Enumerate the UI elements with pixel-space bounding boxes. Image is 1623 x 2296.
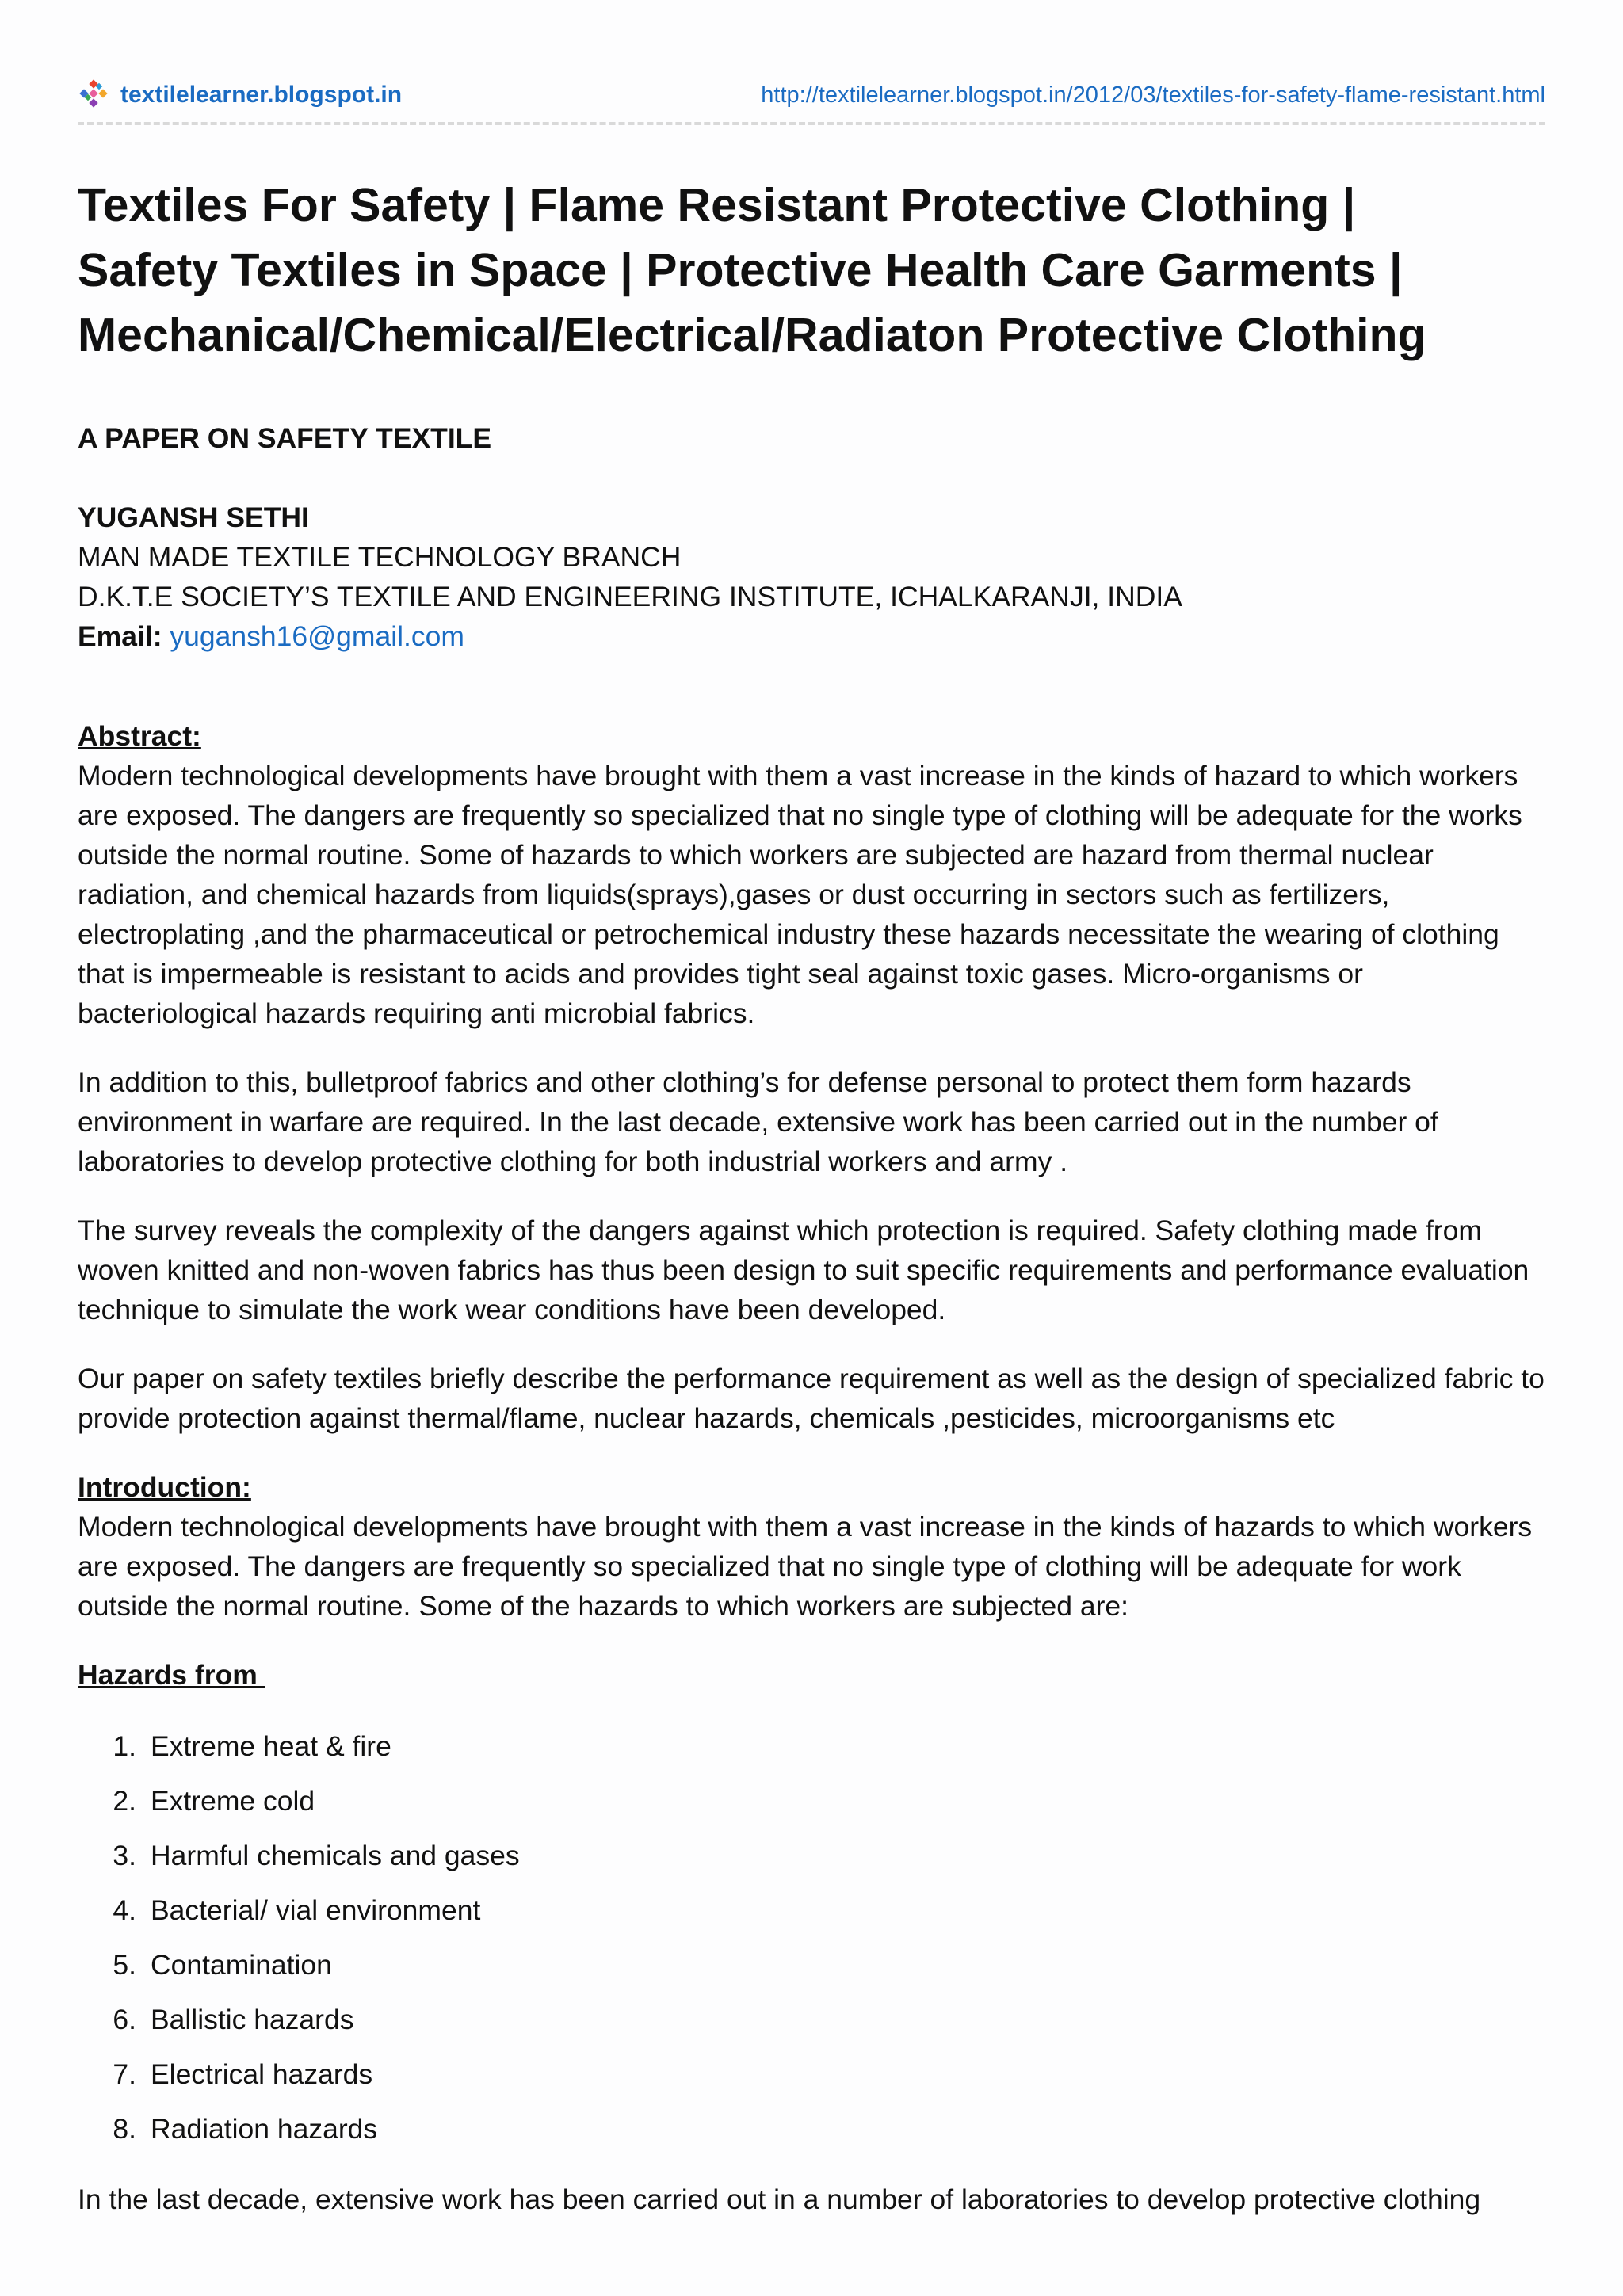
author-branch: MAN MADE TEXTILE TECHNOLOGY BRANCH: [78, 541, 682, 573]
list-item-text: Extreme cold: [151, 1784, 315, 1817]
author-institute: D.K.T.E SOCIETY’S TEXTILE AND ENGINEERING INSTITUTE, ICHALKARANJI, INDIA: [78, 581, 1182, 612]
list-item-number: 1.: [113, 1730, 136, 1762]
abstract-paragraph: Our paper on safety textiles briefly describe the performance requirement as well as the design of specialized fabric to provide protection against thermal/flame, nuclear hazards, chemicals ,pesticides, microorganisms etc: [78, 1363, 1545, 1434]
list-item-text: Contamination: [151, 1948, 332, 1981]
list-item: [78, 1992, 1545, 2046]
abstract-paragraph: Modern technological developments have brought with them a vast increase in the kinds of hazard to which workers are exposed. The dangers are frequently so specialized that no single type of clothing will be adequate for the works outside the normal routine. Some of hazards to which workers are subjected are hazard from thermal nuclear radiation, and chemical hazards from liquids(sprays),gases or dust occurring in sectors such as fertilizers, electroplating ,and the pharmaceutical or petrochemical industry these hazards necessitate the wearing of clothing that is impermeable is resistant to acids and provides tight seal against toxic gases. Micro-organisms or bacteriological hazards requiring anti microbial fabrics.: [78, 760, 1522, 1029]
title-line: Mechanical/Chemical/Electrical/Radiaton Protective Clothing: [78, 309, 1426, 361]
list-item: [78, 1828, 1545, 1882]
list-item-text: Harmful chemicals and gases: [151, 1839, 520, 1871]
paper-subtitle: A PAPER ON SAFETY TEXTILE: [78, 422, 492, 454]
email-link[interactable]: yugansh16@gmail.com: [170, 620, 464, 652]
introduction-paragraph: Modern technological developments have brought with them a vast increase in the kinds of hazards to which workers are exposed. The dangers are frequently so specialized that no single type of clothing will be adequate for work outside the normal routine. Some of the hazards to which workers are subjected are:: [78, 1511, 1533, 1622]
list-item-text: Radiation hazards: [151, 2112, 378, 2145]
abstract-paragraph: In addition to this, bulletproof fabrics and other clothing’s for defense personal to protect them form hazards environment in warfare are required. In the last decade, extensive work has been carried out in the number of laboratories to develop protective clothing for both industrial workers and army .: [78, 1066, 1438, 1177]
introduction-heading: Introduction:: [78, 1471, 251, 1503]
author-name: YUGANSH SETHI: [78, 502, 309, 533]
site-logo-icon: [78, 79, 109, 111]
list-item: [78, 1937, 1545, 1992]
list-item: [78, 1718, 1545, 1773]
list-item-number: 2.: [113, 1784, 136, 1817]
list-item-number: 3.: [113, 1839, 136, 1871]
list-item-number: 6.: [113, 2003, 136, 2035]
hazards-list: [78, 1718, 1545, 2156]
site-name-link[interactable]: textilelearner.blogspot.in: [120, 82, 403, 108]
list-item: [78, 2101, 1545, 2156]
list-item-text: Ballistic hazards: [151, 2003, 354, 2035]
page-url-link[interactable]: http://textilelearner.blogspot.in/2012/03/textiles-for-safety-flame-resistant.html: [761, 82, 1545, 108]
email-label: Email:: [78, 620, 162, 652]
title-line: Textiles For Safety | Flame Resistant Protective Clothing |: [78, 179, 1356, 231]
article-body: [78, 418, 1545, 2219]
list-item-number: 4.: [113, 1894, 136, 1926]
list-item-number: 7.: [113, 2058, 136, 2090]
abstract-heading: Abstract:: [78, 720, 201, 752]
list-item: [78, 2046, 1545, 2101]
list-item-number: 5.: [113, 1948, 136, 1981]
list-item-text: Bacterial/ vial environment: [151, 1894, 481, 1926]
site-brand[interactable]: [78, 79, 402, 111]
page-title: [78, 173, 1545, 368]
abstract-paragraph: The survey reveals the complexity of the dangers against which protection is required. Safety clothing made from woven knitted and non-woven fabrics has thus been design to suit specific requirements and performance evaluation technique to simulate the work wear conditions have been developed.: [78, 1215, 1529, 1325]
list-item: [78, 1882, 1545, 1937]
page-header: [78, 76, 1545, 125]
list-item-text: Extreme heat & fire: [151, 1730, 391, 1762]
list-item-number: 8.: [113, 2112, 136, 2145]
closing-paragraph: In the last decade, extensive work has been carried out in a number of laboratories to develop protective clothing: [78, 2183, 1481, 2215]
title-line: Safety Textiles in Space | Protective Health Care Garments |: [78, 244, 1403, 296]
list-item: [78, 1773, 1545, 1828]
hazards-heading: Hazards from: [78, 1659, 265, 1691]
list-item-text: Electrical hazards: [151, 2058, 373, 2090]
author-email: [78, 616, 1545, 656]
